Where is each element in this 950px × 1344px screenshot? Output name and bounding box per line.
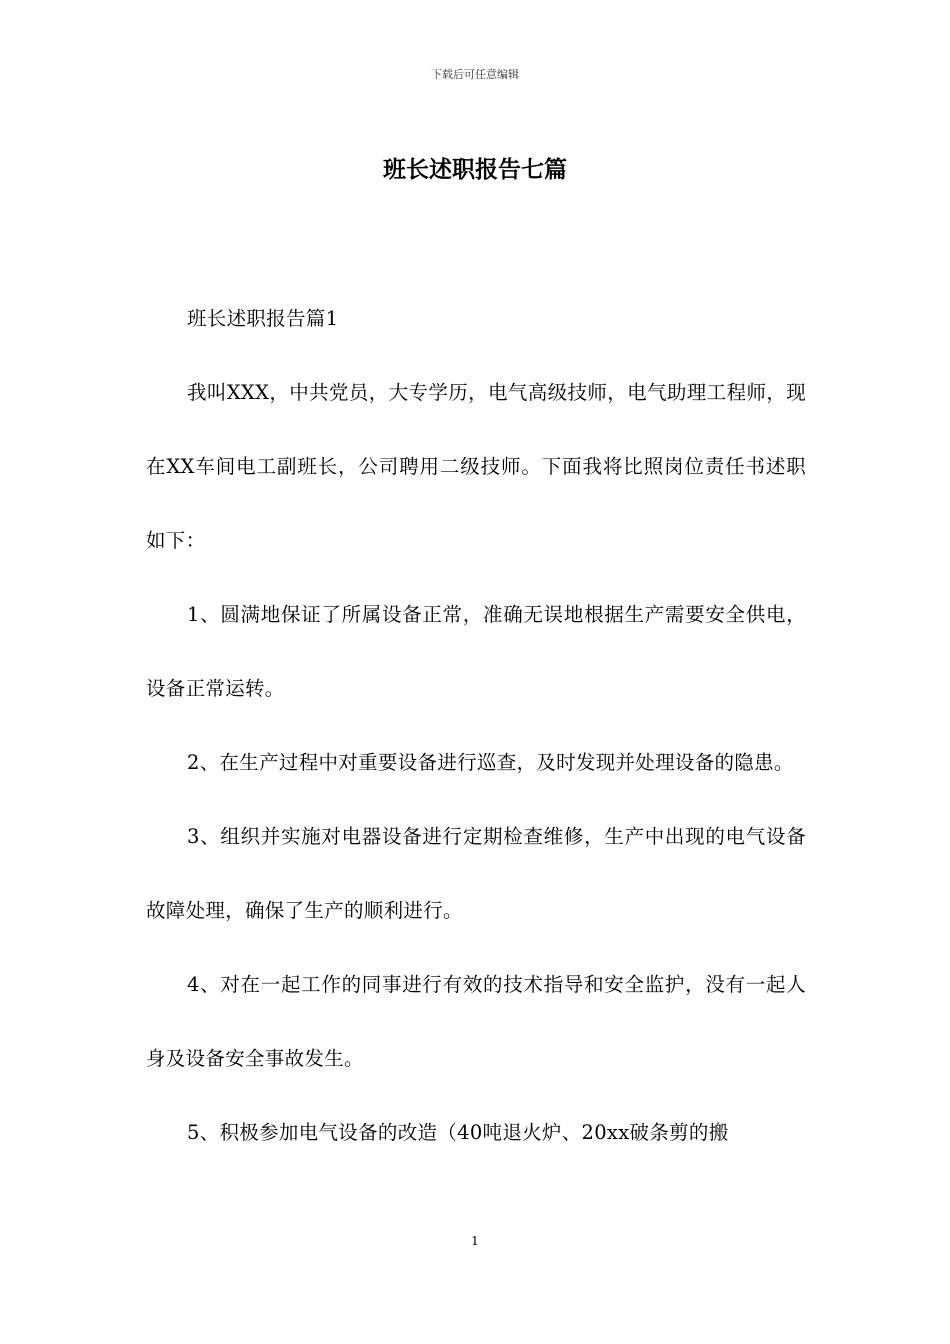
- list-item-3: 3、组织并实施对电器设备进行定期检查维修，生产中出现的电气设备故障处理，确保了生产的顺利进行。: [146, 825, 806, 922]
- list-item-2: 2、在生产过程中对重要设备进行巡查，及时发现并处理设备的隐患。: [187, 751, 794, 774]
- section-heading: 班长述职报告篇1: [187, 307, 339, 330]
- list-item-5: 5、积极参加电气设备的改造（40吨退火炉、20xx破条剪的搬: [187, 1121, 729, 1144]
- page-number: 1: [471, 1234, 479, 1248]
- intro-paragraph: 我叫XXX，中共党员，大专学历，电气高级技师，电气助理工程师，现在XX车间电工副班长，公司聘用二级技师。下面我将比照岗位责任书述职如下：: [146, 381, 806, 552]
- header-note: 下载后可任意编辑: [431, 68, 519, 81]
- list-item-1: 1、圆满地保证了所属设备正常，准确无误地根据生产需要安全供电，设备正常运转。: [146, 603, 806, 700]
- document-title: 班长述职报告七篇: [383, 156, 567, 183]
- document-body: [146, 282, 806, 1170]
- list-item-4: 4、对在一起工作的同事进行有效的技术指导和安全监护，没有一起人身及设备安全事故发生。: [146, 973, 806, 1070]
